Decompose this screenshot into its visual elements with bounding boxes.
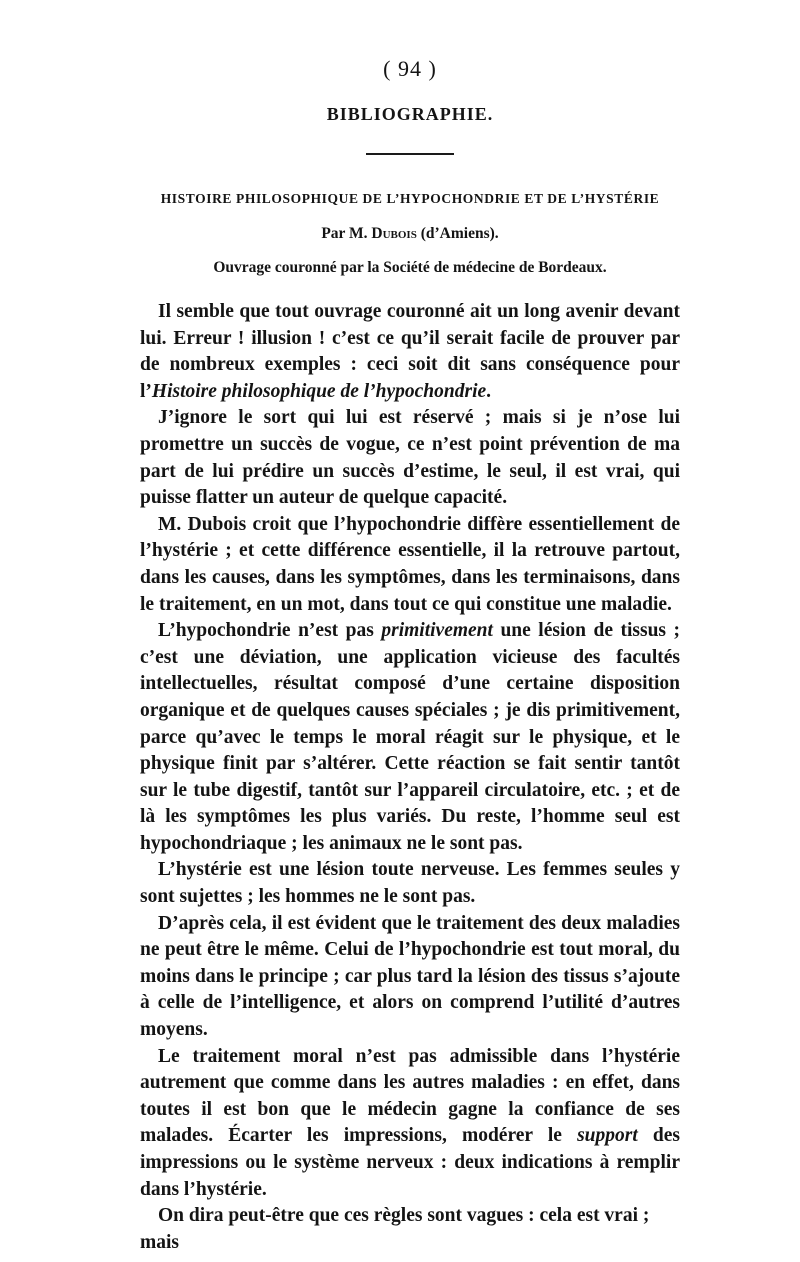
paragraph-7-rest: des impressions ou le système nerveux : deux indications à remplir dans l’hystérie. [140, 1125, 681, 1200]
paragraph-2: J’ignore le sort qui lui est réservé ; mais si je n’ose lui promettre un succès de vogue, ce n’est point prévention de ma part de lui prédire un succès d’estime, le seul, il est vrai, qui puisse flatter un auteur de quelque capacité. [140, 407, 680, 509]
paragraph-1-italic-title: Histoire philosophique de l’hypochondrie [151, 380, 487, 402]
paragraph-4-rest: une lésion de tissus ; c’est une déviation, une application vicieuse des facultés intellectuelles, résultat composé d’une certaine disposition organique et de quelques causes spéciales ; je dis primitivement, parce qu’avec le temps le moral réagit sur le physique, et le physique finit par s’altérer. Cette réaction se fait sentir tantôt sur le tube digestif, tantôt sur l’appareil circulatoire, etc. ; et de là les symptômes les plus variés. Du reste, l’homme seul est hypochondriaque ; les animaux ne le sont pas. [140, 620, 681, 854]
book-page [140, 54, 680, 1256]
paragraph-8: On dira peut-être que ces règles sont vagues : cela est vrai ; mais [140, 1205, 650, 1253]
paragraph-3: M. Dubois croit que l’hypochondrie diffère essentiellement de l’hystérie ; et cette différence essentielle, il la retrouve partout, dans les causes, dans les symptômes, dans les terminaisons, dans le traitement, en un mot, dans tout ce qui constitue une maladie. [140, 513, 680, 615]
review-body [140, 299, 680, 1256]
paragraph-4-text: L’hypochondrie n’est pas [158, 620, 382, 642]
paragraph-1-text: Il semble que tout ouvrage couronné ait un long avenir devant lui. Erreur ! illusion ! c’est ce qu’il serait facile de prouver par de nombreux exemples : ceci soit dit sans conséquence pour l’ [140, 301, 680, 402]
paragraph-1 [140, 299, 680, 405]
author-suffix: (d’Amiens). [416, 225, 499, 242]
book-author [140, 225, 680, 243]
page-number: ( 94 ) [383, 56, 437, 81]
title-divider [366, 153, 454, 155]
book-award: Ouvrage couronné par la Société de médecine de Bordeaux. [213, 259, 607, 276]
paragraph-7-italic: support [577, 1125, 638, 1147]
author-prefix: Par M. [321, 225, 372, 242]
paragraph-6: D’après cela, il est évident que le traitement des deux maladies ne peut être le même. Celui de l’hypochondrie est tout moral, du moins dans le principe ; car plus tard la lésion des tissus s’ajoute à celle de l’intelligence, et alors on comprend l’utilité d’autres moyens. [140, 912, 680, 1041]
paragraph-4 [140, 618, 680, 857]
paragraph-5: L’hystérie est une lésion toute nerveuse. Les femmes seules y sont sujettes ; les hommes ne le sont pas. [140, 859, 680, 908]
author-name: Dubois [371, 225, 417, 242]
book-title: HISTOIRE PHILOSOPHIQUE DE L’HYPOCHONDRIE ET DE L’HYSTÉRIE [160, 191, 660, 206]
section-title: BIBLIOGRAPHIE. [326, 104, 494, 124]
paragraph-7-text: Le traitement moral n’est pas admissible dans l’hystérie autrement que comme dans les autres maladies : en effet, dans toutes il est bon que le médecin gagne la confiance de ses malades. Écarter les impressions, modérer le [140, 1045, 680, 1147]
paragraph-7 [140, 1044, 680, 1204]
paragraph-1-end: . [486, 380, 492, 402]
paragraph-4-italic: primitivement [381, 620, 493, 642]
